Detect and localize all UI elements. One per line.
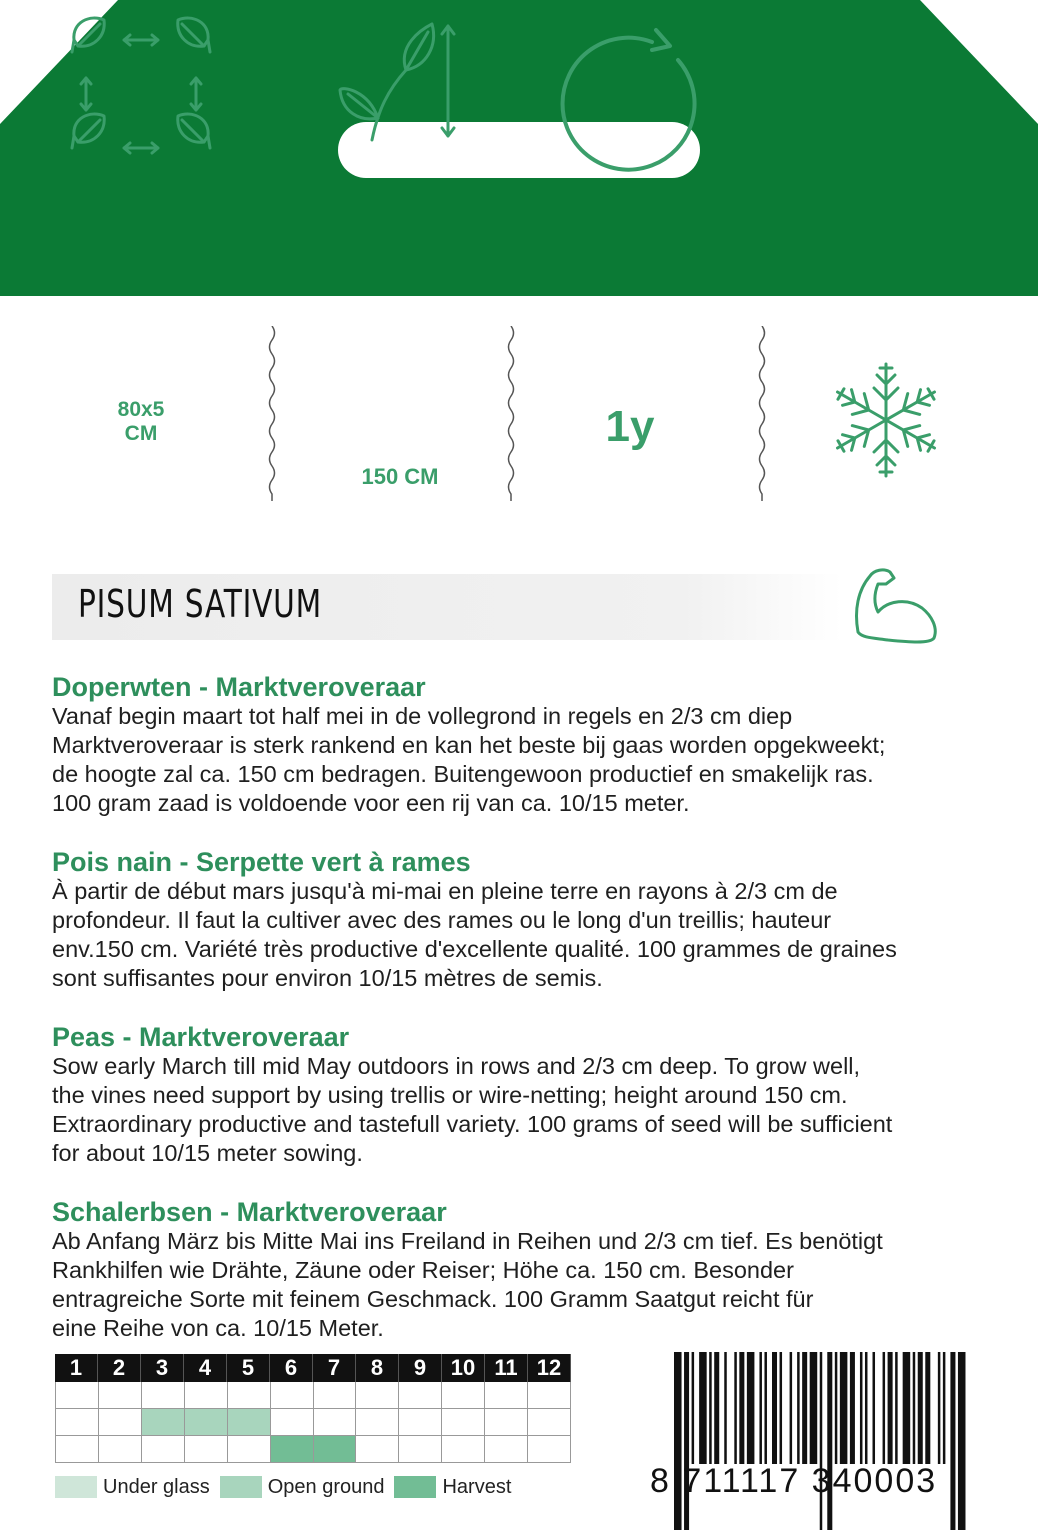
calendar-cell	[399, 1382, 442, 1408]
legend-label-under-glass: Under glass	[103, 1475, 210, 1498]
calendar-cell	[314, 1382, 357, 1408]
barcode-bar	[734, 1352, 737, 1464]
calendar-month-4: 4	[184, 1354, 227, 1382]
barcode-bar	[918, 1352, 923, 1464]
calendar-cell	[528, 1436, 571, 1462]
section-line: Rankhilfen wie Drähte, Zäune oder Reiser; Höhe ca. 150 cm. Besonder	[52, 1257, 794, 1283]
section-line: Sow early March till mid May outdoors in rows and 2/3 cm deep. To grow well,	[52, 1053, 861, 1079]
barcode-bar	[780, 1352, 783, 1464]
section-title: Pois nain - Serpette vert à rames	[52, 847, 471, 877]
section-line: profondeur. Il faut la cultiver avec des rames ou le long d'un treillis; hauteur	[52, 907, 832, 933]
calendar-cell	[99, 1436, 142, 1462]
section-line: for about 10/15 meter sowing.	[52, 1140, 363, 1166]
barcode-bar	[684, 1352, 689, 1530]
section-line: de hoogte zal ca. 150 cm bedragen. Buitengewoon productief en smakelijk ras.	[52, 761, 874, 787]
barcode-bar	[925, 1352, 930, 1464]
separator-2	[505, 326, 517, 501]
calendar-cell	[56, 1409, 99, 1435]
calendar-cell	[356, 1436, 399, 1462]
section-title: Doperwten - Marktveroveraar	[52, 672, 426, 702]
calendar-month-2: 2	[98, 1354, 141, 1382]
calendar-cell	[228, 1436, 271, 1462]
legend-swatch-harvest	[394, 1476, 436, 1498]
calendar-month-3: 3	[141, 1354, 184, 1382]
legend-swatch-open-ground	[220, 1476, 262, 1498]
section-french	[52, 847, 982, 993]
calendar-cell	[356, 1409, 399, 1435]
barcode-bar	[810, 1352, 818, 1464]
barcode-bar	[840, 1352, 848, 1464]
calendar-cell	[442, 1436, 485, 1462]
barcode-bar	[873, 1352, 876, 1464]
calendar-cell	[442, 1382, 485, 1408]
barcode-bar	[747, 1352, 755, 1464]
barcode-bar	[860, 1352, 863, 1464]
calendar-cell	[56, 1436, 99, 1462]
calendar-month-12: 12	[528, 1354, 571, 1382]
calendar-month-5: 5	[227, 1354, 270, 1382]
barcode-bar	[772, 1352, 777, 1464]
barcode-bar	[895, 1352, 898, 1464]
section-line: Ab Anfang März bis Mitte Mai ins Freiland in Reihen und 2/3 cm tief. Es benötigt	[52, 1228, 883, 1254]
barcode-bar	[958, 1352, 966, 1530]
barcode-bar	[692, 1352, 695, 1464]
calendar-cell	[314, 1409, 357, 1435]
barcode-bar	[820, 1352, 823, 1530]
calendar-month-8: 8	[356, 1354, 399, 1382]
calendar-cell	[271, 1382, 314, 1408]
section-german	[52, 1197, 982, 1343]
calendar-cell	[99, 1382, 142, 1408]
legend-label-harvest: Harvest	[442, 1475, 512, 1498]
plant-height-icon	[328, 0, 478, 190]
snowflake-icon	[826, 358, 946, 482]
legend-label-open-ground: Open ground	[267, 1475, 385, 1498]
barcode-bar	[903, 1352, 911, 1464]
barcode-bar	[883, 1352, 886, 1464]
barcode-bar	[827, 1352, 832, 1530]
barcode-bar	[739, 1352, 744, 1464]
barcode-bar	[943, 1352, 946, 1464]
sowing-calendar	[55, 1354, 571, 1464]
barcode-bar	[724, 1352, 727, 1464]
calendar-cell	[56, 1382, 99, 1408]
section-line: Extraordinary productive and tastefull variety. 100 grams of seed will be sufficient	[52, 1111, 893, 1137]
spacing-label: 80x5 CM	[117, 398, 165, 445]
section-line: À partir de début mars jusqu'à mi-mai en pleine terre en rayons à 2/3 cm de	[52, 878, 838, 904]
calendar-cell	[528, 1409, 571, 1435]
separator-1	[266, 326, 278, 501]
calendar-cell	[442, 1409, 485, 1435]
calendar-row-under-glass	[55, 1382, 571, 1409]
barcode	[672, 1352, 970, 1530]
height-label: 150 CM	[361, 464, 439, 489]
section-dutch	[52, 672, 982, 818]
barcode-bar	[674, 1352, 682, 1530]
barcode-bar	[865, 1352, 868, 1464]
section-line: env.150 cm. Variété très productive d'excellente qualité. 100 grammes de graines	[52, 936, 897, 962]
calendar-cell	[185, 1382, 228, 1408]
section-line: Marktveroveraar is sterk rankend en kan het beste bij gaas worden opgekweekt;	[52, 732, 886, 758]
barcode-bar	[835, 1352, 838, 1464]
calendar-cell	[271, 1409, 314, 1435]
barcode-bar	[790, 1352, 793, 1464]
calendar-row-open-ground	[55, 1409, 571, 1436]
calendar-month-7: 7	[313, 1354, 356, 1382]
barcode-bar	[709, 1352, 712, 1464]
flexed-arm-icon	[848, 560, 942, 648]
cycle-label: 1y	[605, 402, 655, 451]
barcode-bar	[913, 1352, 916, 1464]
section-title: Peas - Marktveroveraar	[52, 1022, 350, 1052]
annual-cycle-icon	[552, 0, 702, 190]
legend-swatch-under-glass	[55, 1476, 97, 1498]
barcode-bar	[888, 1352, 893, 1464]
separator-3	[756, 326, 768, 501]
calendar-cell	[314, 1436, 357, 1462]
section-title: Schalerbsen - Marktveroveraar	[52, 1197, 447, 1227]
calendar-month-11: 11	[485, 1354, 528, 1382]
section-line: 100 gram zaad is voldoende voor een rij van ca. 10/15 meter.	[52, 790, 690, 816]
calendar-months-header	[55, 1354, 571, 1382]
barcode-bar	[950, 1352, 955, 1530]
calendar-cell	[485, 1382, 528, 1408]
calendar-cell	[528, 1382, 571, 1408]
calendar-legend	[55, 1474, 521, 1500]
calendar-cell	[185, 1409, 228, 1435]
barcode-bar	[938, 1352, 941, 1464]
section-english	[52, 1022, 982, 1168]
calendar-cell	[271, 1436, 314, 1462]
calendar-cell	[228, 1409, 271, 1435]
calendar-cell	[142, 1436, 185, 1462]
calendar-cell	[399, 1409, 442, 1435]
barcode-bar	[699, 1352, 707, 1464]
section-line: sont suffisantes pour environ 10/15 mètres de semis.	[52, 965, 603, 991]
calendar-cell	[99, 1409, 142, 1435]
calendar-cell	[142, 1382, 185, 1408]
calendar-cell	[142, 1409, 185, 1435]
calendar-month-9: 9	[399, 1354, 442, 1382]
section-line: Vanaf begin maart tot half mei in de vollegrond in regels en 2/3 cm diep	[52, 703, 793, 729]
barcode-bar	[764, 1352, 767, 1464]
barcode-bar	[714, 1352, 719, 1464]
calendar-cell	[399, 1436, 442, 1462]
section-line: entragreiche Sorte mit feinem Geschmack. 100 Gramm Saatgut reicht für	[52, 1286, 814, 1312]
calendar-month-1: 1	[55, 1354, 98, 1382]
calendar-cell	[356, 1382, 399, 1408]
plant-spacing-icon	[60, 0, 230, 190]
calendar-cell	[228, 1382, 271, 1408]
barcode-number: 8 711117 340003	[650, 1462, 938, 1500]
latin-name: PISUM SATIVUM	[78, 582, 322, 626]
calendar-cell	[485, 1409, 528, 1435]
calendar-month-6: 6	[270, 1354, 313, 1382]
barcode-bar	[802, 1352, 807, 1464]
section-line: eine Reihe von ca. 10/15 Meter.	[52, 1315, 384, 1341]
calendar-cell	[485, 1436, 528, 1462]
calendar-month-10: 10	[442, 1354, 485, 1382]
calendar-cell	[185, 1436, 228, 1462]
calendar-row-harvest	[55, 1436, 571, 1463]
barcode-bar	[797, 1352, 800, 1464]
barcode-bar	[759, 1352, 762, 1464]
section-line: the vines need support by using trellis or wire-netting; height around 150 cm.	[52, 1082, 848, 1108]
barcode-bar	[850, 1352, 855, 1464]
